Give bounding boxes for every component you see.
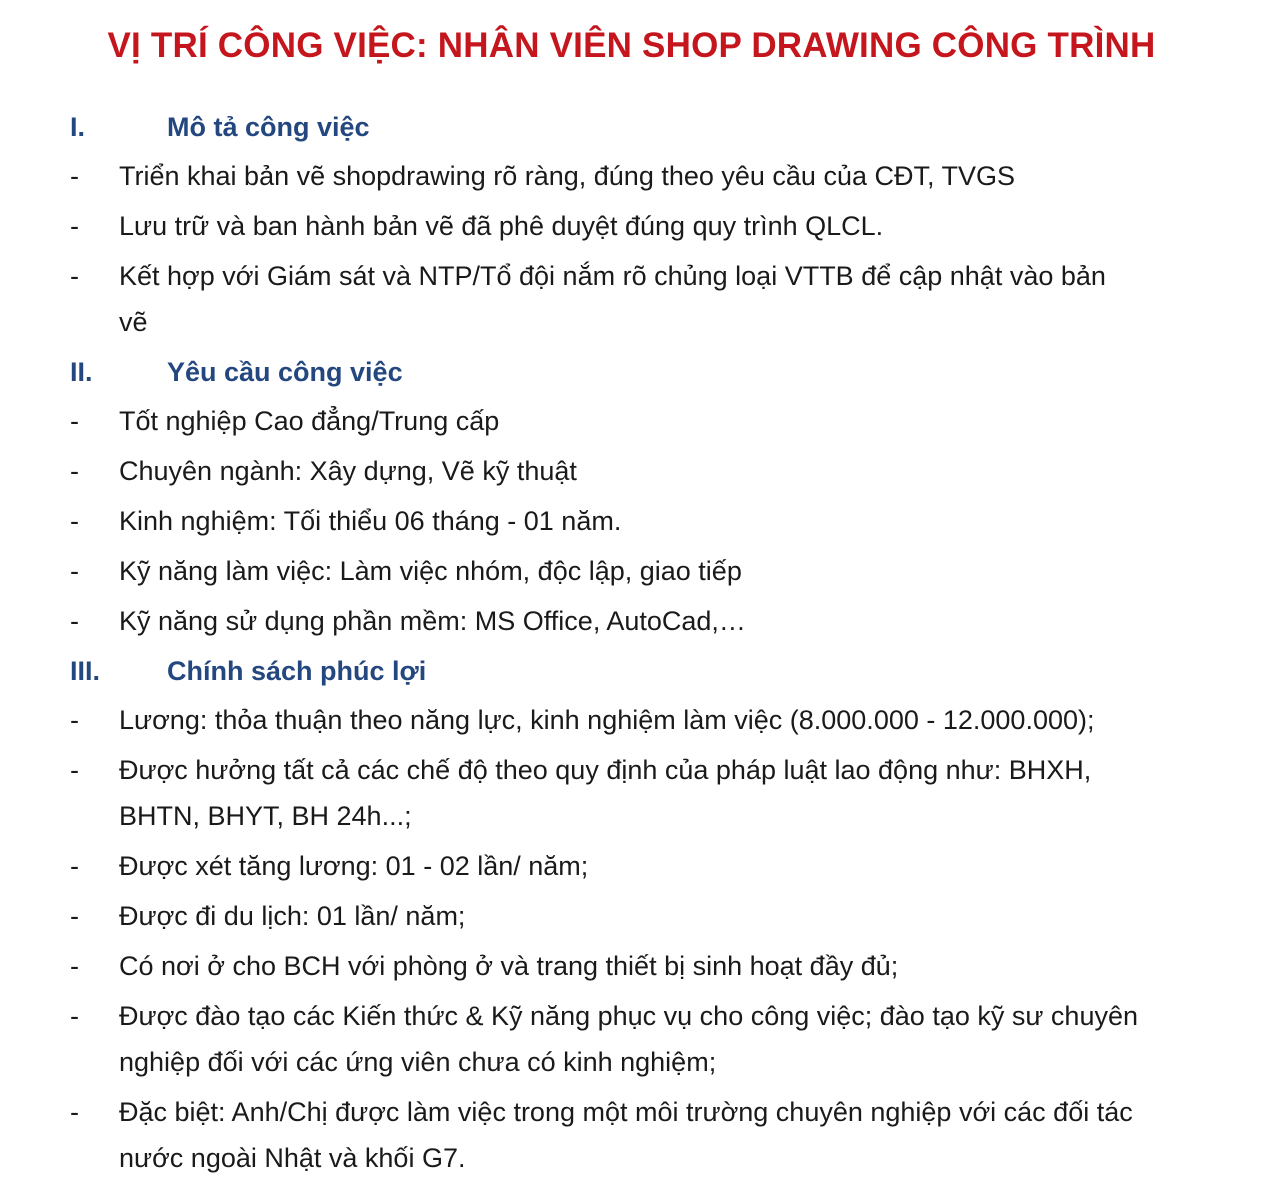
list-item (0, 398, 1263, 444)
item-text-line: BHTN, BHYT, BH 24h...; (119, 801, 412, 831)
page-title: VỊ TRÍ CÔNG VIỆC: NHÂN VIÊN SHOP DRAWING CÔNG TRÌNH (107, 26, 1156, 65)
item-text-line: vẽ (119, 307, 148, 337)
item-text-line: Đặc biệt: Anh/Chị được làm việc trong một môi trường chuyên nghiệp với các đối tác (119, 1097, 1133, 1127)
section-heading (0, 104, 1263, 153)
section-number: III. (70, 656, 101, 686)
section-title: Chính sách phúc lợi (167, 656, 427, 686)
list-item (0, 253, 1263, 345)
list-item (0, 1089, 1263, 1181)
item-text-line: Tốt nghiệp Cao đẳng/Trung cấp (119, 406, 500, 436)
bullet-dash: - (70, 755, 79, 785)
bullet-dash: - (70, 606, 79, 636)
bullet-dash: - (70, 901, 79, 931)
item-text-line: nghiệp đối với các ứng viên chưa có kinh nghiệm; (119, 1047, 717, 1077)
bullet-dash: - (70, 261, 79, 291)
item-text-line: Có nơi ở cho BCH với phòng ở và trang thiết bị sinh hoạt đầy đủ; (119, 951, 899, 981)
list-item (0, 153, 1263, 199)
bullet-dash: - (70, 1097, 79, 1127)
list-item (0, 598, 1263, 644)
list-item (0, 943, 1263, 989)
item-text-line: Chuyên ngành: Xây dựng, Vẽ kỹ thuật (119, 456, 577, 486)
bullet-dash: - (70, 161, 79, 191)
list-item (0, 747, 1263, 839)
item-text-line: Kỹ năng làm việc: Làm việc nhóm, độc lập, giao tiếp (119, 556, 742, 586)
list-item (0, 548, 1263, 594)
item-text-line: Triển khai bản vẽ shopdrawing rõ ràng, đúng theo yêu cầu của CĐT, TVGS (119, 161, 1016, 191)
section-title: Mô tả công việc (167, 112, 370, 142)
list-item (0, 993, 1263, 1085)
list-item (0, 498, 1263, 544)
bullet-dash: - (70, 851, 79, 881)
list-item (0, 203, 1263, 249)
bullet-dash: - (70, 456, 79, 486)
list-item (0, 843, 1263, 889)
list-item (0, 893, 1263, 939)
item-text-line: Kinh nghiệm: Tối thiểu 06 tháng - 01 năm. (119, 506, 622, 536)
bullet-dash: - (70, 951, 79, 981)
bullet-dash: - (70, 556, 79, 586)
bullet-dash: - (70, 1001, 79, 1031)
bullet-dash: - (70, 406, 79, 436)
section-number: I. (70, 112, 86, 142)
item-text-line: Lưu trữ và ban hành bản vẽ đã phê duyệt đúng quy trình QLCL. (119, 211, 884, 241)
item-text-line: Kết hợp với Giám sát và NTP/Tổ đội nắm rõ chủng loại VTTB để cập nhật vào bản (119, 261, 1106, 291)
item-text-line: Được đào tạo các Kiến thức & Kỹ năng phục vụ cho công việc; đào tạo kỹ sư chuyên (119, 1001, 1138, 1031)
item-text-line: Được hưởng tất cả các chế độ theo quy định của pháp luật lao động như: BHXH, (119, 755, 1092, 785)
section-heading (0, 648, 1263, 697)
item-text-line: Lương: thỏa thuận theo năng lực, kinh nghiệm làm việc (8.000.000 - 12.000.000); (119, 705, 1095, 735)
item-text-line: Kỹ năng sử dụng phần mềm: MS Office, AutoCad,… (119, 606, 746, 636)
section-heading (0, 349, 1263, 398)
bullet-dash: - (70, 705, 79, 735)
list-item (0, 697, 1263, 743)
item-text-line: Được xét tăng lương: 01 - 02 lần/ năm; (119, 851, 589, 881)
bullet-dash: - (70, 506, 79, 536)
list-item (0, 448, 1263, 494)
item-text-line: Được đi du lịch: 01 lần/ năm; (119, 901, 466, 931)
section-title: Yêu cầu công việc (167, 357, 403, 387)
item-text-line: nước ngoài Nhật và khối G7. (119, 1143, 466, 1173)
job-description (0, 104, 1263, 1185)
bullet-dash: - (70, 211, 79, 241)
section-number: II. (70, 357, 93, 387)
